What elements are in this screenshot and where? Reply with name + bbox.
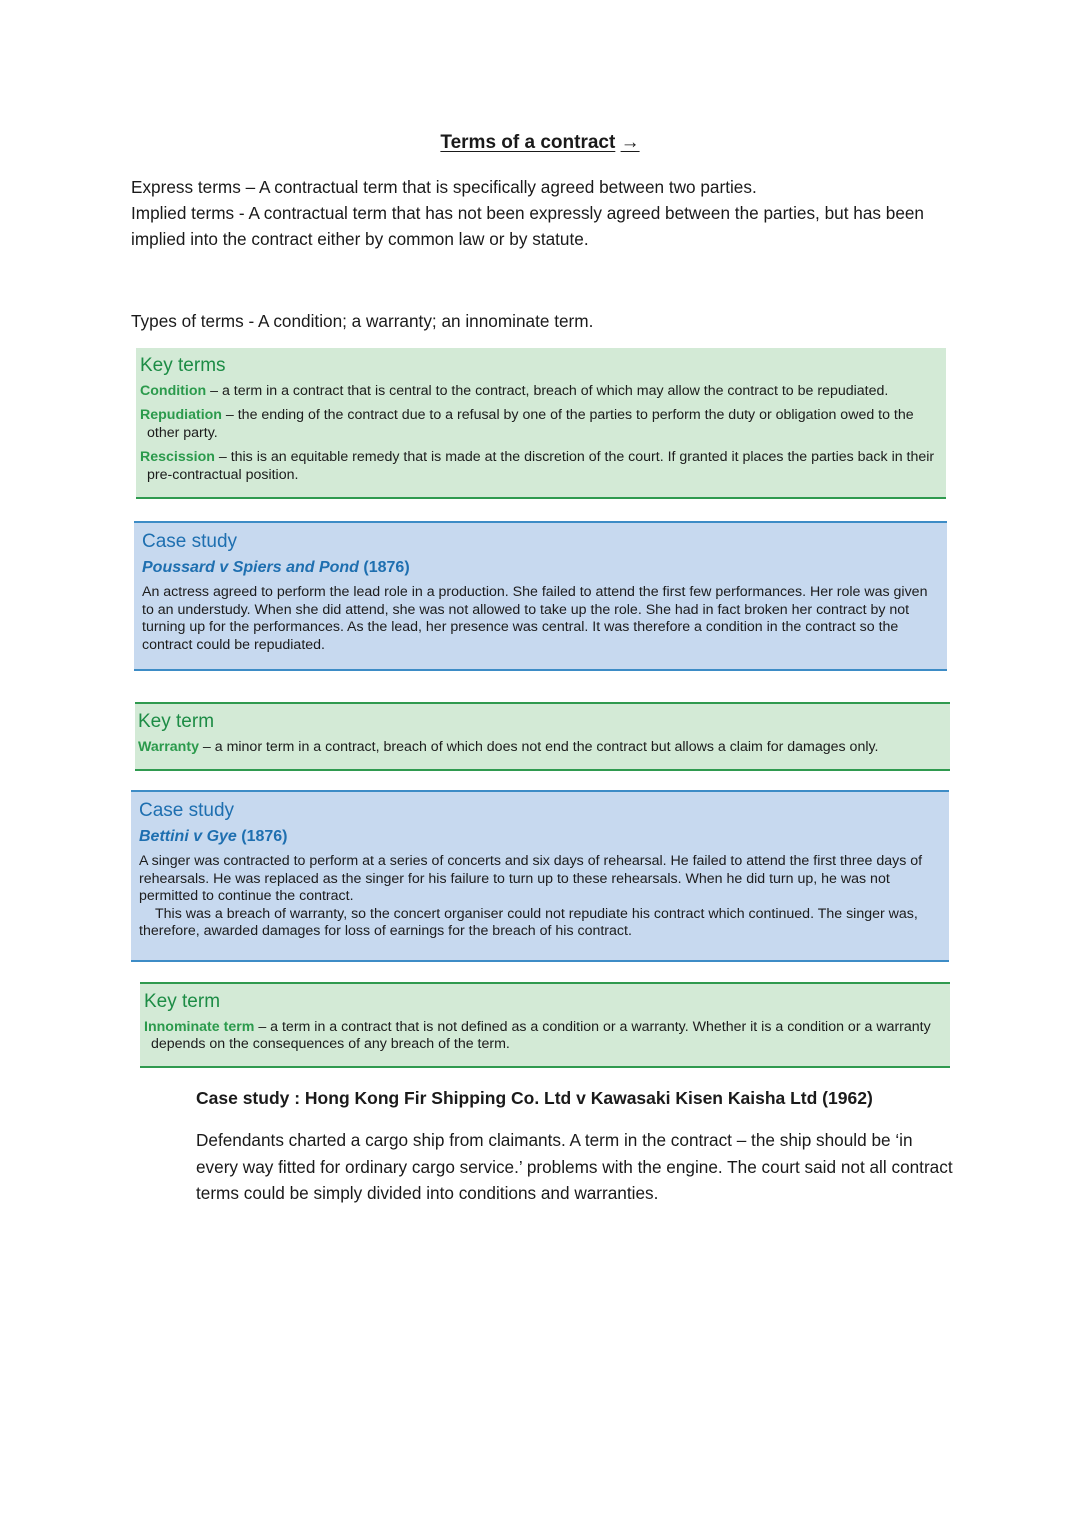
- key-term-heading: Key term: [138, 711, 215, 732]
- case-study-heading: Case study: [139, 800, 235, 821]
- case-reference: Bettini v Gye (1876): [139, 827, 288, 845]
- case-study-bettini: [131, 790, 949, 962]
- case-reference: Poussard v Spiers and Pond (1876): [142, 558, 410, 576]
- key-term-condition: Condition – a term in a contract that is central to the contract, breach of which may allow the contract to be repudiated.: [140, 382, 889, 399]
- case-study-heading: Case study: [142, 531, 238, 552]
- key-term-heading: Key term: [144, 991, 221, 1012]
- case-text-1: A singer was contracted to perform at a series of concerts and six days of rehearsal. He failed to attend the first three days of rehearsals. He was replaced as the singer for his failure to turn up to these rehearsals. When he did turn up, he was not permitted to continue the contract.: [139, 853, 923, 904]
- hong-kong-case-text: Defendants charted a cargo ship from claimants. A term in the contract – the ship should be ‘in every way fitted for ordinary cargo service.’ problems with the engine. The court said not all contract terms could be simply divided into conditions and warranties.: [196, 1130, 953, 1203]
- case-text: An actress agreed to perform the lead role in a production. She failed to attend the first few performances. Her role was given to an understudy. When she did attend, she was not allowed to take up the role. She had in fact broken her contract by not turning up for the performances. As the lead, her presence was central. It was therefore a condition in the contract so the contract could be repudiated.: [142, 584, 928, 653]
- key-term-warranty: Warranty – a minor term in a contract, breach of which does not end the contract but allows a claim for damages only.: [138, 738, 879, 755]
- key-term-innominate-box: [140, 982, 950, 1068]
- key-term-repudiation: Repudiation – the ending of the contract due to a refusal by one of the parties to perform the duty or obligation owed to the other party.: [140, 407, 914, 441]
- hong-kong-case-title: Case study : Hong Kong Fir Shipping Co. Ltd v Kawasaki Kisen Kaisha Ltd (1962): [196, 1088, 873, 1108]
- page-title: Terms of a contract →: [440, 132, 640, 153]
- case-text-2: This was a breach of warranty, so the concert organiser could not repudiate his contract which continued. The singer was, therefore, awarded damages for loss of earnings for the breach of his contract.: [139, 905, 918, 939]
- key-term-rescission: Rescission – this is an equitable remedy that is made at the discretion of the court. If granted it places the parties back in their pre-contractual position.: [140, 449, 935, 483]
- intro-implied: Implied terms - A contractual term that has not been expressly agreed between the parties, but has been implied into the contract either by common law or by statute.: [131, 203, 924, 249]
- arrow-right-icon: →: [620, 132, 640, 153]
- intro-types: Types of terms - A condition; a warranty; an innominate term.: [131, 311, 594, 331]
- key-terms-box: [136, 348, 946, 499]
- key-term-warranty-box: [135, 702, 950, 771]
- key-terms-heading: Key terms: [140, 355, 226, 376]
- case-study-poussard: [134, 521, 947, 671]
- intro-express: Express terms – A contractual term that is specifically agreed between two parties.: [131, 177, 757, 197]
- key-term-innominate: Innominate term – a term in a contract that is not defined as a condition or a warranty. Whether it is a condition or a warranty depends on the consequences of any breach of the term.: [144, 1018, 931, 1052]
